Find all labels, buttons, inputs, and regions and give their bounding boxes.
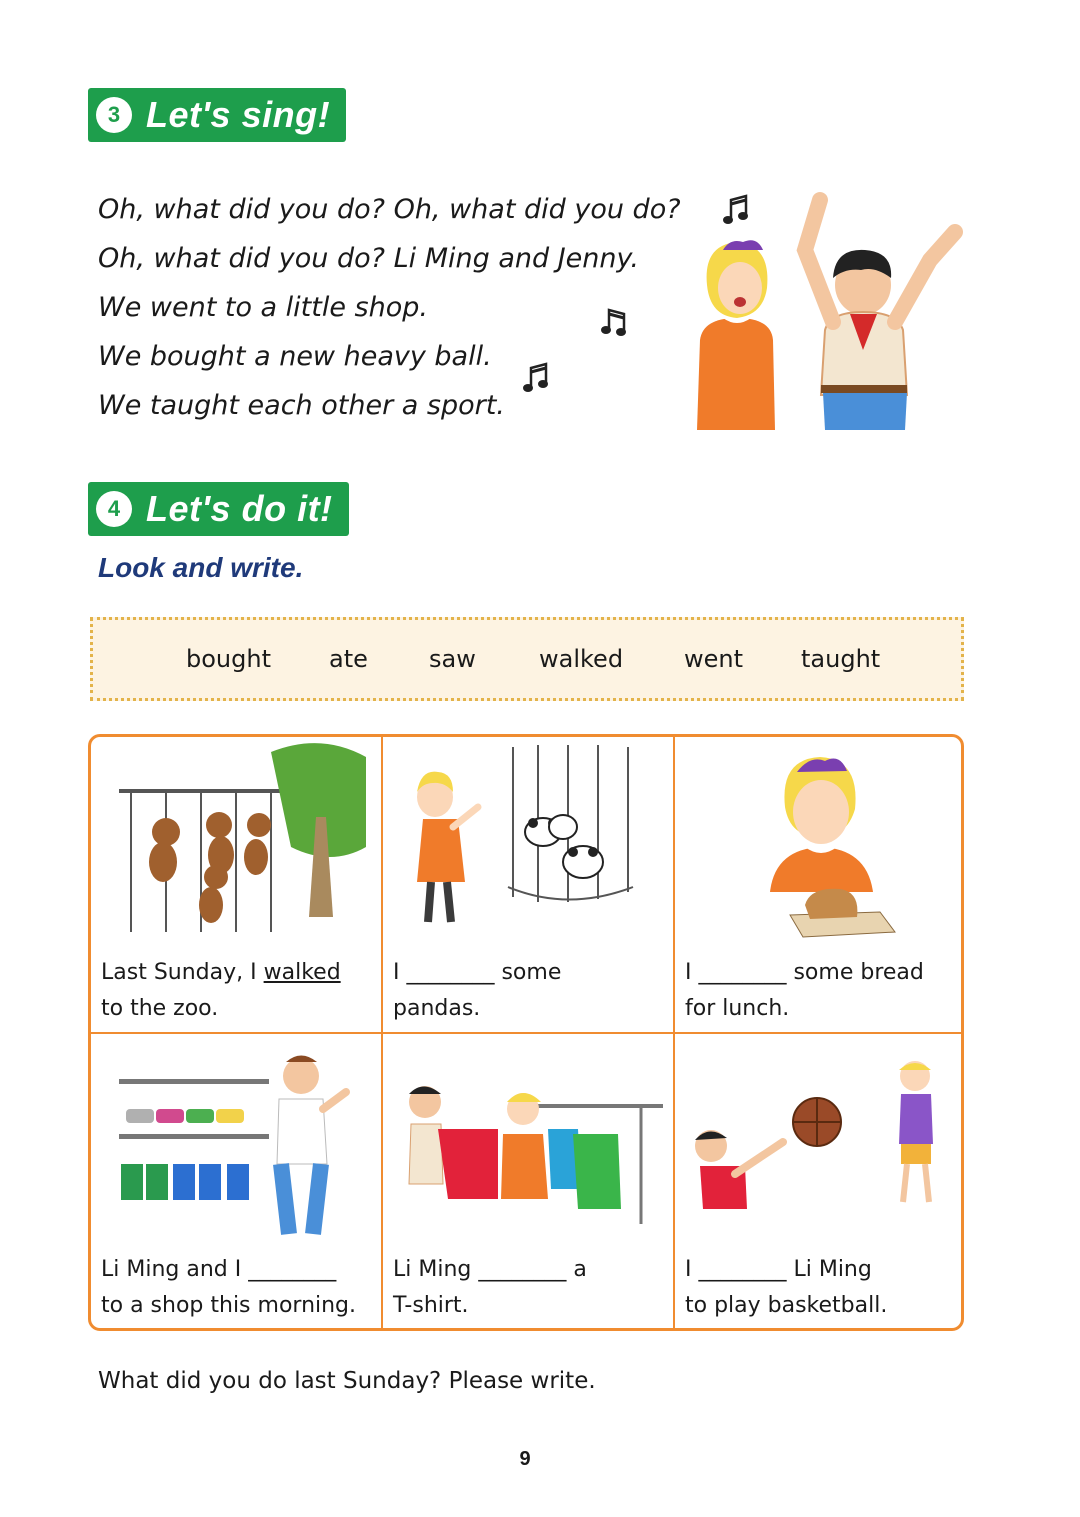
pandas-picture [383, 737, 674, 952]
exercise-caption [685, 1252, 960, 1324]
exercise-cell [383, 1034, 674, 1331]
word-bank-item: saw [429, 645, 476, 673]
word-bank-item: bought [186, 645, 271, 673]
song-line: We taught each other a sport. [98, 390, 505, 421]
word-bank-item: walked [539, 645, 624, 673]
exercise-cell [383, 737, 674, 1035]
exercise-grid [88, 734, 964, 1331]
caption-text: to the zoo. [101, 996, 219, 1021]
writing-prompt: What did you do last Sunday? Please write. [98, 1368, 596, 1394]
tshirts-picture [383, 1034, 674, 1249]
caption-text: pandas. [393, 996, 481, 1021]
exercise-caption [685, 955, 960, 1027]
music-note-icon [600, 304, 630, 338]
word-bank [90, 617, 964, 701]
section-title: Let's sing! [146, 94, 331, 135]
basketball-picture [675, 1034, 964, 1249]
caption-text: for lunch. [685, 996, 790, 1021]
caption-text: I ________ some [393, 960, 562, 985]
exercise-caption [101, 1252, 376, 1324]
exercise-caption [393, 1252, 668, 1324]
song-line: We bought a new heavy ball. [98, 341, 492, 372]
example-answer: walked [263, 960, 341, 985]
caption-text: Li Ming and I ________ [101, 1257, 337, 1282]
song-line: Oh, what did you do? Oh, what did you do? [98, 194, 681, 225]
caption-text: to a shop this morning. [101, 1293, 357, 1318]
zoo-monkeys-picture [91, 737, 382, 952]
caption-text: Li Ming ________ a [393, 1257, 587, 1282]
caption-text: to play basketball. [685, 1293, 888, 1318]
section-4-header [88, 482, 349, 536]
caption-text: I ________ some bread [685, 960, 924, 985]
song-line: Oh, what did you do? Li Ming and Jenny. [98, 243, 639, 274]
exercise-caption [393, 955, 668, 1027]
exercise-caption [101, 955, 376, 1027]
caption-text: T-shirt. [393, 1293, 469, 1318]
exercise-cell [675, 1034, 964, 1331]
page-number: 9 [519, 1448, 531, 1470]
instruction: Look and write. [98, 552, 304, 583]
section-number: 3 [96, 97, 132, 133]
song-lyrics [98, 188, 681, 433]
section-number: 4 [96, 491, 132, 527]
caption-text: Last Sunday, I [101, 960, 264, 985]
music-note-icon [522, 362, 552, 396]
singing-kids-illustration [685, 190, 970, 435]
bread-picture [675, 737, 964, 952]
word-bank-item: ate [329, 645, 368, 673]
song-line: We went to a little shop. [98, 292, 428, 323]
section-title: Let's do it! [146, 488, 333, 529]
caption-text: I ________ Li Ming [685, 1257, 872, 1282]
section-3-header [88, 88, 346, 142]
word-bank-item: taught [801, 645, 881, 673]
word-bank-item: went [684, 645, 744, 673]
exercise-cell [675, 737, 964, 1035]
exercise-cell [91, 1034, 382, 1331]
exercise-cell [91, 737, 382, 1035]
clothes-shop-picture [91, 1034, 382, 1249]
